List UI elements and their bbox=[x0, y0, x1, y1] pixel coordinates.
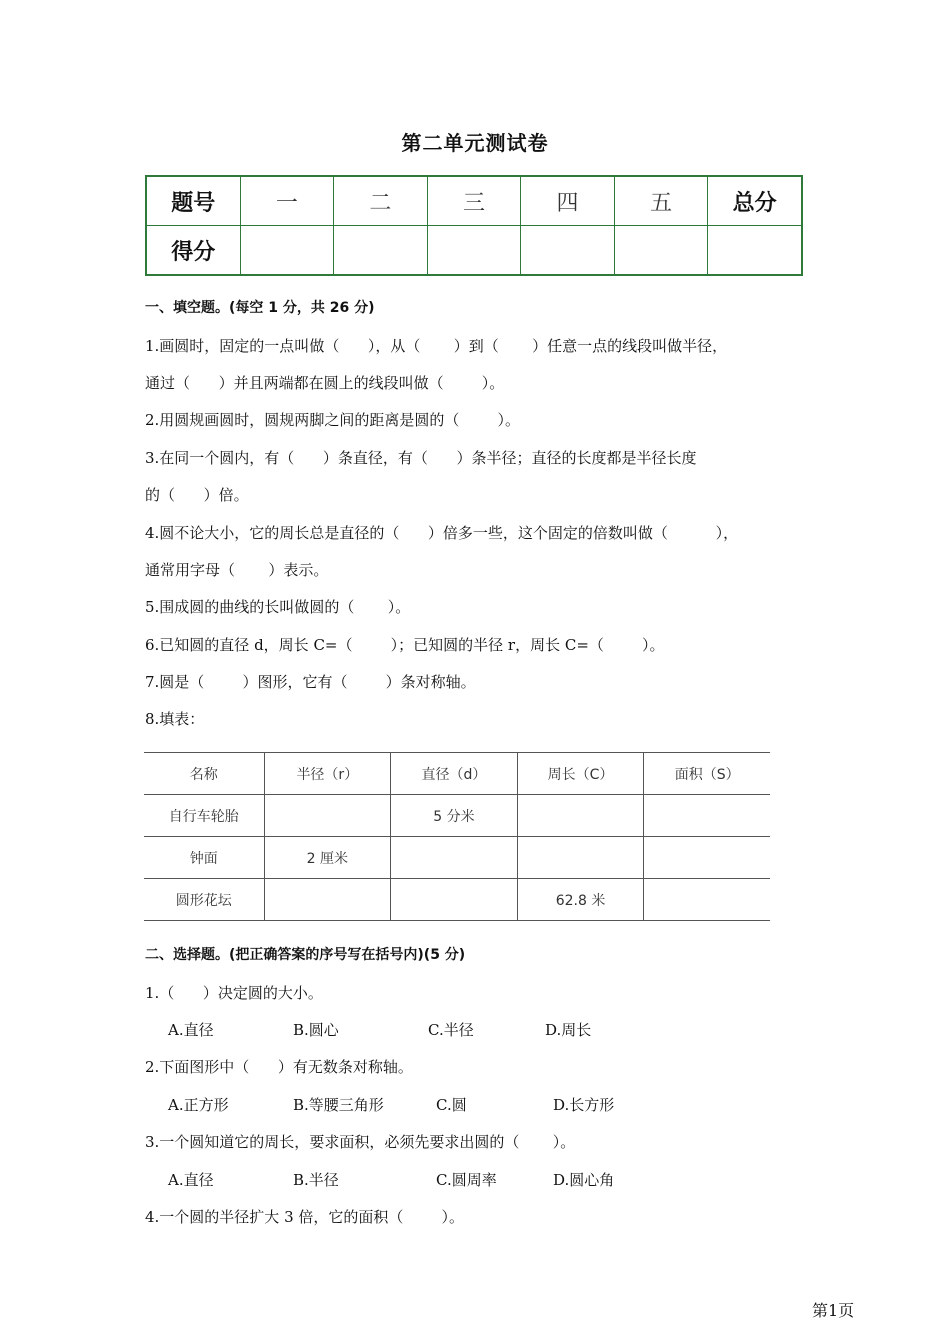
score-table-row bbox=[146, 226, 802, 276]
option-c[interactable]: C.圆 bbox=[436, 1096, 467, 1114]
fill-cell[interactable] bbox=[517, 837, 644, 879]
option-b[interactable]: B.半径 bbox=[293, 1171, 339, 1189]
question-line: 1.（ ）决定圆的大小。 bbox=[145, 984, 323, 1002]
question-line: 5.围成圆的曲线的长叫做圆的（ ）。 bbox=[145, 598, 411, 616]
score-cell[interactable] bbox=[427, 226, 521, 276]
fill-header-cell: 名称 bbox=[144, 753, 264, 795]
section2-heading: 二、选择题。(把正确答案的序号写在括号内)(5 分) bbox=[145, 947, 466, 963]
question-line: 2.下面图形中（ ）有无数条对称轴。 bbox=[145, 1058, 413, 1076]
page-title: 第二单元测试卷 bbox=[401, 131, 549, 155]
score-table-header-row bbox=[146, 176, 802, 226]
fill-header-cell: 直径（d） bbox=[391, 753, 518, 795]
fill-table-row bbox=[144, 795, 770, 837]
fill-cell[interactable] bbox=[644, 879, 770, 921]
score-header-cell: 二 bbox=[334, 176, 428, 226]
fill-cell[interactable] bbox=[517, 795, 644, 837]
option-a[interactable]: A.直径 bbox=[168, 1171, 214, 1189]
option-c[interactable]: C.半径 bbox=[428, 1021, 474, 1039]
score-cell[interactable] bbox=[334, 226, 428, 276]
question-line: 通过（ ）并且两端都在圆上的线段叫做（ ）。 bbox=[145, 374, 505, 392]
option-c[interactable]: C.圆周率 bbox=[436, 1171, 497, 1189]
fill-header-cell: 周长（C） bbox=[517, 753, 644, 795]
question-line: 1.画圆时，固定的一点叫做（ ），从（ ）到（ ）任意一点的线段叫做半径， bbox=[145, 337, 728, 355]
score-cell[interactable] bbox=[521, 226, 615, 276]
question-line: 4.圆不论大小，它的周长总是直径的（ ）倍多一些，这个固定的倍数叫做（ ）， bbox=[145, 524, 739, 542]
fill-cell[interactable] bbox=[264, 795, 391, 837]
score-header-cell: 四 bbox=[521, 176, 615, 226]
score-header-cell: 总分 bbox=[708, 176, 802, 226]
fill-table-header-row bbox=[144, 753, 770, 795]
fill-table bbox=[144, 752, 770, 921]
question-line: 6.已知圆的直径 d，周长 C=（ ）；已知圆的半径 r，周长 C=（ ）。 bbox=[145, 636, 665, 654]
option-d[interactable]: D.圆心角 bbox=[553, 1171, 615, 1189]
option-a[interactable]: A.正方形 bbox=[168, 1096, 229, 1114]
score-header-cell: 五 bbox=[614, 176, 708, 226]
fill-header-cell: 面积（S） bbox=[644, 753, 770, 795]
score-header-cell: 题号 bbox=[146, 176, 240, 226]
score-header-cell: 一 bbox=[240, 176, 334, 226]
fill-header-cell: 半径（r） bbox=[264, 753, 391, 795]
option-d[interactable]: D.长方形 bbox=[553, 1096, 615, 1114]
score-row-label: 得分 bbox=[146, 226, 240, 276]
question-line: 2.用圆规画圆时，圆规两脚之间的距离是圆的（ ）。 bbox=[145, 411, 520, 429]
score-cell[interactable] bbox=[708, 226, 802, 276]
fill-cell: 2 厘米 bbox=[264, 837, 391, 879]
fill-cell[interactable] bbox=[644, 795, 770, 837]
score-cell[interactable] bbox=[240, 226, 334, 276]
option-b[interactable]: B.圆心 bbox=[293, 1021, 339, 1039]
fill-cell: 圆形花坛 bbox=[144, 879, 264, 921]
fill-cell: 钟面 bbox=[144, 837, 264, 879]
score-header-cell: 三 bbox=[427, 176, 521, 226]
option-d[interactable]: D.周长 bbox=[545, 1021, 592, 1039]
fill-cell: 自行车轮胎 bbox=[144, 795, 264, 837]
fill-cell[interactable] bbox=[391, 837, 518, 879]
question-line: 7.圆是（ ）图形，它有（ ）条对称轴。 bbox=[145, 673, 476, 691]
question-line: 通常用字母（ ）表示。 bbox=[145, 561, 329, 579]
score-table bbox=[145, 175, 803, 276]
question-line: 8.填表： bbox=[145, 710, 205, 728]
question-line: 的（ ）倍。 bbox=[145, 486, 249, 504]
fill-cell: 62.8 米 bbox=[517, 879, 644, 921]
page-number: 第1页 bbox=[812, 1301, 855, 1320]
fill-table-row bbox=[144, 879, 770, 921]
fill-cell[interactable] bbox=[644, 837, 770, 879]
fill-cell[interactable] bbox=[391, 879, 518, 921]
fill-cell[interactable] bbox=[264, 879, 391, 921]
question-line: 3.一个圆知道它的周长，要求面积，必须先要求出圆的（ ）。 bbox=[145, 1133, 576, 1151]
question-line: 3.在同一个圆内，有（ ）条直径，有（ ）条半径；直径的长度都是半径长度 bbox=[145, 449, 697, 467]
score-cell[interactable] bbox=[614, 226, 708, 276]
section1-heading: 一、填空题。(每空 1 分，共 26 分) bbox=[145, 300, 375, 316]
fill-table-row bbox=[144, 837, 770, 879]
fill-cell: 5 分米 bbox=[391, 795, 518, 837]
option-b[interactable]: B.等腰三角形 bbox=[293, 1096, 384, 1114]
question-line: 4.一个圆的半径扩大 3 倍，它的面积（ ）。 bbox=[145, 1208, 465, 1226]
option-a[interactable]: A.直径 bbox=[168, 1021, 214, 1039]
